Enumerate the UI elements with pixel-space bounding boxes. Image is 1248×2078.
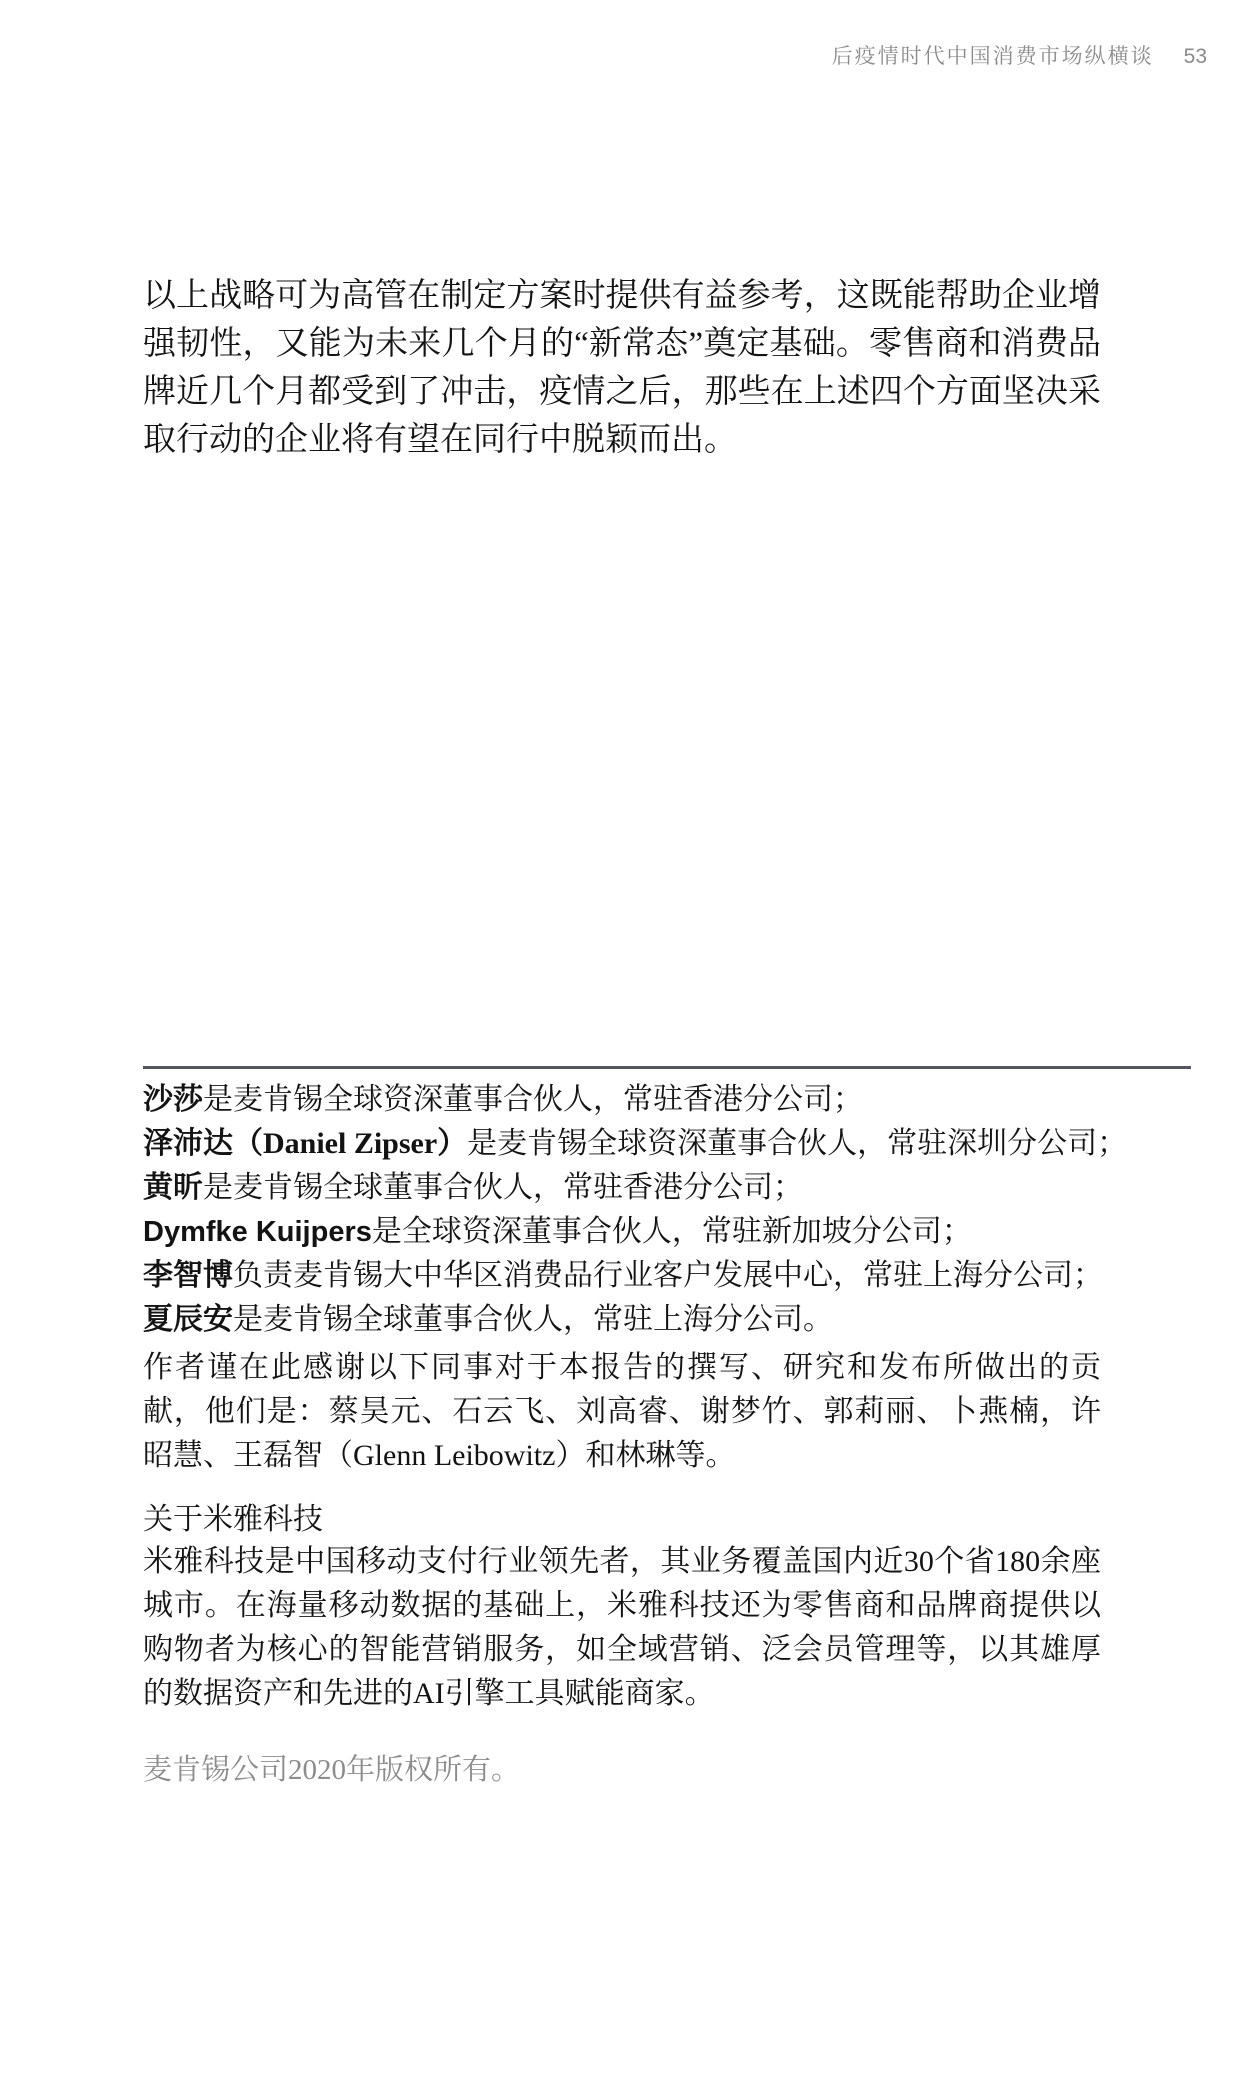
author-name: 夏辰安 xyxy=(143,1303,233,1336)
author-bio-line xyxy=(143,1078,1233,1122)
page-header xyxy=(832,40,1207,70)
author-name: 李智博 xyxy=(143,1259,233,1292)
author-bio-text: 是麦肯锡全球资深董事合伙人，常驻香港分公司； xyxy=(203,1083,863,1116)
author-bio-line xyxy=(143,1254,1233,1298)
author-bio-line xyxy=(143,1166,1233,1210)
copyright-line: 麦肯锡公司2020年版权所有。 xyxy=(143,1754,521,1786)
about-section-text: 米雅科技是中国移动支付行业领先者，其业务覆盖国内近30个省180余座城市。在海量移动数据的基础上，米雅科技还为零售商和品牌商提供以购物者为核心的智能营销服务，如全域营销、泛会员管理等，以其雄厚的数据资产和先进的AI引擎工具赋能商家。 xyxy=(143,1545,1101,1710)
acknowledgement-paragraph: 作者谨在此感谢以下同事对于本报告的撰写、研究和发布所做出的贡献，他们是：蔡昊元、石云飞、刘高睿、谢梦竹、郭莉丽、卜燕楠，许昭慧、王磊智（Glenn Leibowitz）和林琳等。 xyxy=(143,1351,1101,1472)
author-bio-line xyxy=(143,1210,1233,1254)
author-bios xyxy=(143,1078,1233,1342)
author-bio-line xyxy=(143,1298,1233,1342)
page-number: 53 xyxy=(1183,45,1207,68)
about-section-heading: 关于米雅科技 xyxy=(143,1503,323,1536)
author-name: Dymfke Kuijpers xyxy=(143,1216,372,1248)
author-name: 泽沛达（Daniel Zipser） xyxy=(143,1127,468,1160)
author-bio-text: 是麦肯锡全球董事合伙人，常驻香港分公司； xyxy=(203,1171,803,1204)
author-name: 黄昕 xyxy=(143,1171,203,1204)
author-bio-text: 是全球资深董事合伙人，常驻新加坡分公司； xyxy=(371,1215,972,1248)
author-bio-line xyxy=(143,1122,1233,1166)
author-bio-text: 负责麦肯锡大中华区消费品行业客户发展中心，常驻上海分公司； xyxy=(233,1259,1103,1292)
author-bio-text: 是麦肯锡全球董事合伙人，常驻上海分公司。 xyxy=(233,1303,833,1336)
footnote-divider xyxy=(143,1066,1191,1069)
closing-paragraph: 以上战略可为高管在制定方案时提供有益参考，这既能帮助企业增强韧性，又能为未来几个月的“新常态”奠定基础。零售商和消费品牌近几个月都受到了冲击，疫情之后，那些在上述四个方面坚决采取行动的企业将有望在同行中脱颖而出。 xyxy=(143,278,1101,458)
author-bio-text: 是麦肯锡全球资深董事合伙人，常驻深圳分公司； xyxy=(467,1127,1128,1160)
author-name: 沙莎 xyxy=(143,1083,203,1116)
running-head-title: 后疫情时代中国消费市场纵横谈 xyxy=(831,44,1154,68)
